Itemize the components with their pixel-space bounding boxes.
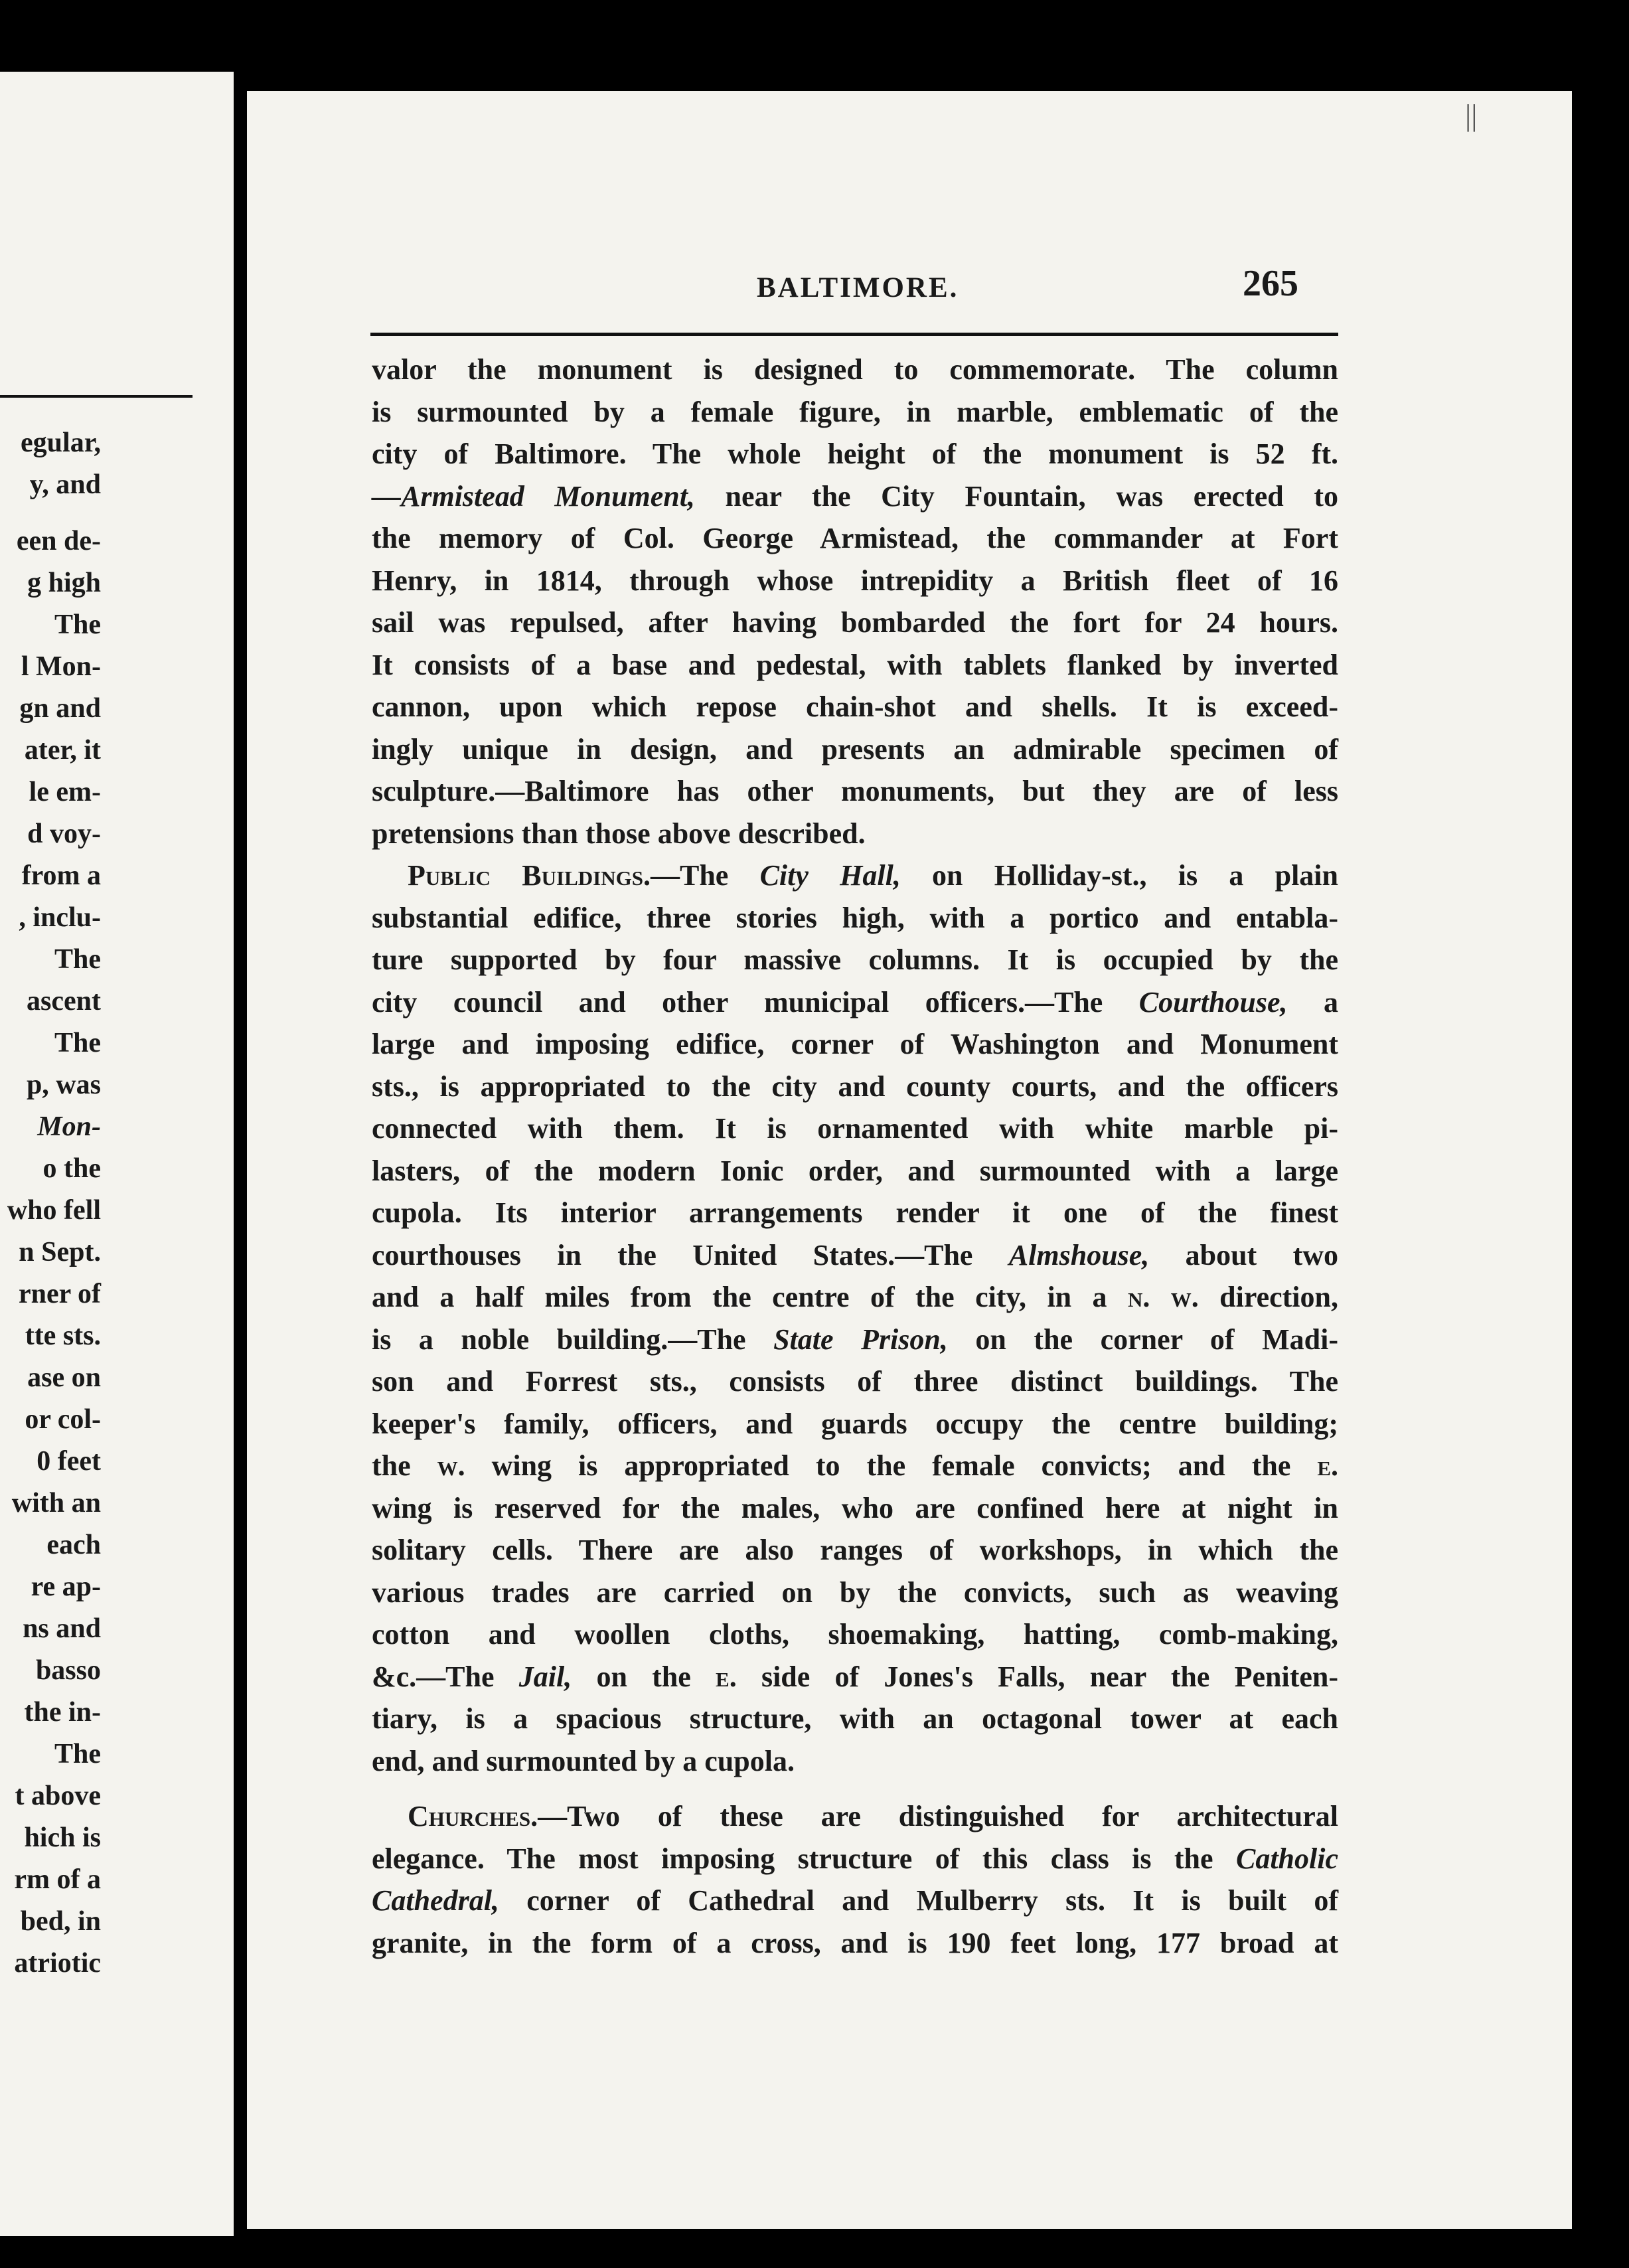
text-line: granite, in the form of a cross, and is 190 feet long, 177 broad at: [372, 1926, 1338, 1959]
text-line: [372, 1838, 1338, 1880]
text-line: cupola. Its interior arrangements render it one of the finest: [372, 1196, 1338, 1229]
cathedral-term: Cathedral,: [372, 1884, 499, 1917]
jail-term: Jail,: [518, 1660, 572, 1693]
text-line: [372, 475, 1338, 518]
previous-page-line: atriotic: [14, 1948, 101, 1979]
previous-page-line: gn and: [19, 693, 101, 724]
previous-page-line: re ap-: [31, 1572, 101, 1602]
courthouse-term: Courthouse,: [1138, 985, 1288, 1018]
text-line: [372, 1880, 1338, 1922]
direction-abbrev: n. w.: [1127, 1281, 1199, 1313]
page-edge-marks: ||: [1465, 98, 1478, 132]
previous-page-line: or col-: [25, 1404, 101, 1435]
previous-page-line: ns and: [23, 1613, 101, 1644]
previous-page-line: le em-: [29, 777, 101, 807]
text-run: elegance. The most imposing structure of this class is the: [372, 1842, 1236, 1875]
previous-page-line: , inclu-: [19, 902, 101, 933]
text-line: It consists of a base and pedestal, with tablets flanked by inverted: [372, 648, 1338, 681]
text-line: cotton and woollen cloths, shoemaking, hatting, comb-making,: [372, 1618, 1338, 1651]
text-run: on Holliday-st., is a plain: [900, 859, 1338, 892]
public-buildings-heading: Public Buildings.: [408, 859, 651, 892]
previous-page-line: Mon-: [37, 1111, 101, 1142]
previous-page-line: tte sts.: [25, 1321, 101, 1351]
book-gutter: [234, 0, 247, 2268]
direction-abbrev: e.: [716, 1660, 737, 1693]
text-line: large and imposing edifice, corner of Washington and Monument: [372, 1028, 1338, 1060]
previous-page-line: hich is: [24, 1822, 101, 1853]
text-line: [372, 1795, 1338, 1838]
text-line: lasters, of the modern Ionic order, and surmounted with a large: [372, 1154, 1338, 1187]
armistead-monument-heading: —Armistead Monument,: [372, 479, 695, 513]
text-run: on the corner of Madi-: [947, 1323, 1338, 1356]
previous-page-line: l Mon-: [21, 651, 101, 682]
previous-page-line: the in-: [24, 1697, 101, 1728]
text-run: on the: [572, 1660, 716, 1693]
text-run: city council and other municipal officers.—The: [372, 985, 1139, 1018]
text-line: cannon, upon which repose chain-shot and shells. It is exceed-: [372, 690, 1338, 723]
text-run: and a half miles from the centre of the city, in a: [372, 1281, 1128, 1313]
text-run: —The: [650, 859, 760, 892]
text-line: sail was repulsed, after having bombarded the fort for 24 hours.: [372, 606, 1338, 639]
text-line: son and Forrest sts., consists of three distinct buildings. The: [372, 1365, 1338, 1398]
text-line: [372, 1319, 1338, 1361]
previous-page-line: ase on: [27, 1362, 101, 1393]
churches-heading: Churches.: [408, 1800, 538, 1832]
text-run: courthouses in the United States.—The: [372, 1238, 1009, 1271]
previous-page-line: The: [54, 609, 101, 640]
text-line: city of Baltimore. The whole height of the monument is 52 ft.: [372, 438, 1338, 470]
text-run: a: [1287, 985, 1339, 1018]
text-line: various trades are carried on by the convicts, such as weaving: [372, 1576, 1338, 1609]
text-run: corner of Cathedral and Mulberry sts. It is built of: [499, 1884, 1338, 1917]
text-line: pretensions than those above described.: [372, 817, 866, 850]
text-line: substantial edifice, three stories high, with a portico and entabla-: [372, 901, 1338, 934]
text-line: [372, 981, 1338, 1024]
text-line: [372, 1234, 1338, 1277]
previous-page-line: een de-: [16, 526, 101, 556]
previous-page-line: ascent: [27, 986, 101, 1016]
text-run: is a noble building.—The: [372, 1323, 774, 1356]
text-line: valor the monument is designed to commemorate. The column: [372, 353, 1338, 386]
text-line: the memory of Col. George Armistead, the commander at Fort: [372, 522, 1338, 554]
text-line: [372, 1656, 1338, 1698]
text-line: Henry, in 1814, through whose intrepidity a British fleet of 16: [372, 564, 1338, 597]
previous-page-line: The: [54, 944, 101, 975]
header-rule: [370, 333, 1338, 336]
text-line: ture supported by four massive columns. It is occupied by the: [372, 943, 1338, 976]
text-run: —Two of these are distinguished for architectural: [538, 1800, 1338, 1832]
catholic-term: Catholic: [1235, 1842, 1338, 1875]
previous-page-line: p, was: [26, 1070, 101, 1100]
text-line: tiary, is a spacious structure, with an octagonal tower at each: [372, 1702, 1338, 1735]
previous-page-line: ater, it: [24, 735, 101, 766]
direction-abbrev: e.: [1317, 1449, 1338, 1482]
previous-page-line: bed, in: [20, 1906, 101, 1937]
city-hall-term: City Hall,: [759, 859, 901, 892]
text-line: connected with them. It is ornamented with white marble pi-: [372, 1112, 1338, 1145]
text-line: sts., is appropriated to the city and county courts, and the officers: [372, 1070, 1338, 1103]
previous-page-line: rm of a: [14, 1864, 101, 1895]
book-page: [247, 91, 1572, 2229]
text-line: [372, 1276, 1338, 1319]
text-line: [372, 854, 1338, 897]
body-text: [372, 349, 1338, 1964]
previous-page-line: 0 feet: [37, 1446, 101, 1477]
previous-page-line: egular,: [21, 428, 101, 458]
direction-abbrev: w.: [437, 1449, 465, 1482]
previous-page-line: each: [46, 1530, 101, 1560]
previous-page-line: who fell: [7, 1195, 101, 1226]
previous-page-line: basso: [35, 1655, 101, 1686]
text-run: wing is appropriated to the female convicts; and the: [465, 1449, 1318, 1482]
text-run: the: [372, 1449, 437, 1482]
previous-page-line: The: [54, 1739, 101, 1769]
text-line: wing is reserved for the males, who are confined here at night in: [372, 1491, 1338, 1524]
text-line: end, and surmounted by a cupola.: [372, 1744, 795, 1777]
almshouse-term: Almshouse,: [1008, 1238, 1150, 1271]
previous-page-header-rule: [0, 395, 193, 398]
previous-page-line: g high: [27, 568, 101, 598]
previous-page-line: rner of: [18, 1279, 101, 1309]
previous-page-line: o the: [42, 1153, 101, 1184]
previous-page-line: t above: [15, 1781, 101, 1811]
previous-page-line: The: [54, 1028, 101, 1058]
text-line: is surmounted by a female figure, in marble, emblematic of the: [372, 395, 1338, 428]
text-line: ingly unique in design, and presents an admirable specimen of: [372, 732, 1338, 766]
text-run: about two: [1149, 1238, 1338, 1271]
text-run: &c.—The: [372, 1660, 519, 1693]
text-run: near the City Fountain, was erected to: [694, 479, 1339, 513]
previous-page-line: with an: [11, 1488, 101, 1518]
previous-page-line: n Sept.: [19, 1237, 101, 1267]
text-line: sculpture.—Baltimore has other monuments, but they are of less: [372, 775, 1338, 807]
page-number: 265: [1243, 263, 1298, 304]
text-run: direction,: [1198, 1281, 1338, 1313]
previous-page-text: [0, 422, 101, 1984]
previous-page-line: d voy-: [27, 819, 101, 849]
running-head: BALTIMORE.: [757, 272, 959, 303]
previous-page-strip: [0, 72, 234, 2236]
text-run: side of Jones's Falls, near the Peniten-: [736, 1660, 1339, 1693]
text-line: [372, 1445, 1338, 1487]
previous-page-line: y, and: [29, 469, 101, 500]
text-line: solitary cells. There are also ranges of workshops, in which the: [372, 1534, 1338, 1566]
text-line: keeper's family, officers, and guards occupy the centre building;: [372, 1407, 1338, 1440]
previous-page-line: from a: [21, 860, 101, 891]
state-prison-term: State Prison,: [773, 1323, 948, 1356]
